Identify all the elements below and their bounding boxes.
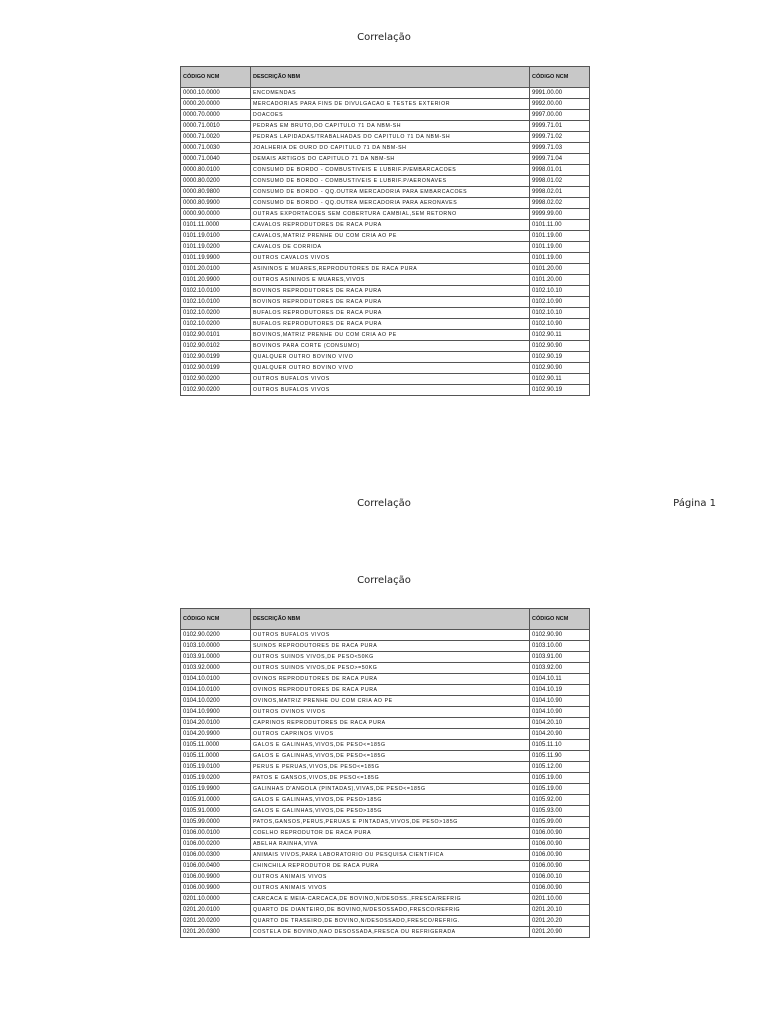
cell-nbm-description: COELHO REPRODUTOR DE RACA PURA xyxy=(251,828,530,839)
cell-ncm-code: 0000.90.0000 xyxy=(181,209,251,220)
table-row xyxy=(181,729,590,740)
table-row xyxy=(181,762,590,773)
cell-ncm-code-new: 0101.20.00 xyxy=(530,264,590,275)
cell-ncm-code: 0201.10.0000 xyxy=(181,894,251,905)
table-row xyxy=(181,806,590,817)
cell-ncm-code: 0103.10.0000 xyxy=(181,641,251,652)
cell-ncm-code: 0102.90.0200 xyxy=(181,385,251,396)
table-row xyxy=(181,319,590,330)
table-row xyxy=(181,773,590,784)
cell-nbm-description: CARCACA E MEIA-CARCACA,DE BOVINO,N/DESOSS.,FRESCA/REFRIG xyxy=(251,894,530,905)
table-row xyxy=(181,242,590,253)
table-row xyxy=(181,872,590,883)
cell-ncm-code-new: 0105.19.00 xyxy=(530,773,590,784)
table-row xyxy=(181,143,590,154)
cell-nbm-description: BOVINOS PARA CORTE (CONSUMO) xyxy=(251,341,530,352)
cell-ncm-code-new: 0106.00.90 xyxy=(530,839,590,850)
cell-nbm-description: DOACOES xyxy=(251,110,530,121)
table-header-row xyxy=(181,67,590,88)
cell-ncm-code: 0201.20.0200 xyxy=(181,916,251,927)
table-row xyxy=(181,308,590,319)
cell-ncm-code-new: 0201.20.20 xyxy=(530,916,590,927)
cell-nbm-description: PATOS E GANSOS,VIVOS,DE PESO<=185G xyxy=(251,773,530,784)
cell-ncm-code-new: 0106.00.10 xyxy=(530,872,590,883)
cell-ncm-code: 0105.91.0000 xyxy=(181,795,251,806)
cell-ncm-code-new: 9998.01.01 xyxy=(530,165,590,176)
cell-ncm-code: 0101.11.0000 xyxy=(181,220,251,231)
table-row xyxy=(181,121,590,132)
cell-ncm-code-new: 0101.11.00 xyxy=(530,220,590,231)
cell-nbm-description: GALOS E GALINHAS,VIVOS,DE PESO<=185G xyxy=(251,751,530,762)
table-row xyxy=(181,132,590,143)
cell-ncm-code-new: 0104.10.19 xyxy=(530,685,590,696)
table-row xyxy=(181,374,590,385)
cell-nbm-description: CONSUMO DE BORDO - COMBUSTIVEIS E LUBRIF.P/EMBARCACOES xyxy=(251,165,530,176)
cell-ncm-code: 0102.10.0200 xyxy=(181,308,251,319)
cell-ncm-code: 0102.90.0199 xyxy=(181,363,251,374)
cell-ncm-code-new: 0102.90.19 xyxy=(530,352,590,363)
table-row xyxy=(181,828,590,839)
cell-nbm-description: PEDRAS EM BRUTO,DO CAPITULO 71 DA NBM-SH xyxy=(251,121,530,132)
table-row xyxy=(181,630,590,641)
table-row xyxy=(181,883,590,894)
table-row xyxy=(181,696,590,707)
table-row xyxy=(181,275,590,286)
cell-ncm-code: 0105.11.0000 xyxy=(181,740,251,751)
cell-nbm-description: PATOS,GANSOS,PERUS,PERUAS E PINTADAS,VIVOS,DE PESO>185G xyxy=(251,817,530,828)
table-row xyxy=(181,795,590,806)
cell-ncm-code-new: 0106.00.90 xyxy=(530,850,590,861)
cell-nbm-description: OUTROS BUFALOS VIVOS xyxy=(251,374,530,385)
cell-nbm-description: OUTROS ANIMAIS VIVOS xyxy=(251,883,530,894)
cell-ncm-code: 0104.10.0200 xyxy=(181,696,251,707)
cell-nbm-description: CAVALOS REPRODUTORES DE RACA PURA xyxy=(251,220,530,231)
table-row xyxy=(181,817,590,828)
cell-nbm-description: OUTRAS EXPORTACOES SEM COBERTURA CAMBIAL,SEM RETORNO xyxy=(251,209,530,220)
cell-nbm-description: GALOS E GALINHAS,VIVOS,DE PESO>185G xyxy=(251,806,530,817)
cell-ncm-code: 0104.20.0100 xyxy=(181,718,251,729)
table-row xyxy=(181,707,590,718)
cell-ncm-code-new: 0102.10.10 xyxy=(530,308,590,319)
cell-nbm-description: OUTROS BUFALOS VIVOS xyxy=(251,385,530,396)
page1-footer-title: Correlação xyxy=(357,498,411,509)
column-header-ncm-code-new: CÓDIGO NCM xyxy=(530,67,590,88)
cell-ncm-code: 0106.00.9900 xyxy=(181,872,251,883)
cell-ncm-code-new: 0105.99.00 xyxy=(530,817,590,828)
cell-nbm-description: BOVINOS REPRODUTORES DE RACA PURA xyxy=(251,297,530,308)
cell-ncm-code-new: 9999.71.02 xyxy=(530,132,590,143)
cell-ncm-code: 0104.10.0100 xyxy=(181,685,251,696)
table-row xyxy=(181,352,590,363)
table-row xyxy=(181,839,590,850)
cell-ncm-code: 0101.19.9900 xyxy=(181,253,251,264)
cell-ncm-code-new: 9999.71.01 xyxy=(530,121,590,132)
page-number: Página 1 xyxy=(673,498,716,509)
cell-ncm-code-new: 9998.02.02 xyxy=(530,198,590,209)
cell-ncm-code: 0102.10.0200 xyxy=(181,319,251,330)
cell-ncm-code-new: 0101.19.00 xyxy=(530,253,590,264)
cell-ncm-code: 0105.11.0000 xyxy=(181,751,251,762)
table-row xyxy=(181,850,590,861)
cell-ncm-code-new: 0201.20.90 xyxy=(530,927,590,938)
table-row xyxy=(181,88,590,99)
cell-ncm-code-new: 0104.10.90 xyxy=(530,696,590,707)
cell-ncm-code: 0104.10.9900 xyxy=(181,707,251,718)
cell-ncm-code: 0103.91.0000 xyxy=(181,652,251,663)
cell-ncm-code: 0102.10.0100 xyxy=(181,286,251,297)
cell-ncm-code-new: 0102.90.19 xyxy=(530,385,590,396)
cell-ncm-code-new: 0106.00.90 xyxy=(530,861,590,872)
cell-ncm-code: 0000.80.0200 xyxy=(181,176,251,187)
cell-ncm-code-new: 0105.11.90 xyxy=(530,751,590,762)
cell-ncm-code-new: 0101.20.00 xyxy=(530,275,590,286)
cell-ncm-code: 0106.00.0400 xyxy=(181,861,251,872)
cell-ncm-code-new: 9997.00.00 xyxy=(530,110,590,121)
cell-ncm-code-new: 0104.20.10 xyxy=(530,718,590,729)
cell-ncm-code: 0000.70.0000 xyxy=(181,110,251,121)
cell-nbm-description: ANIMAIS VIVOS,PARA LABORATORIO OU PESQUISA CIENTIFICA xyxy=(251,850,530,861)
table-row xyxy=(181,154,590,165)
cell-ncm-code-new: 0101.19.00 xyxy=(530,231,590,242)
table-row xyxy=(181,198,590,209)
cell-nbm-description: BUFALOS REPRODUTORES DE RACA PURA xyxy=(251,319,530,330)
table-row xyxy=(181,297,590,308)
cell-ncm-code-new: 9998.02.01 xyxy=(530,187,590,198)
cell-ncm-code: 0101.19.0100 xyxy=(181,231,251,242)
table-row xyxy=(181,253,590,264)
cell-ncm-code-new: 0102.90.11 xyxy=(530,330,590,341)
cell-ncm-code: 0000.10.0000 xyxy=(181,88,251,99)
cell-nbm-description: DEMAIS ARTIGOS DO CAPITULO 71 DA NBM-SH xyxy=(251,154,530,165)
cell-ncm-code-new: 0105.19.00 xyxy=(530,784,590,795)
cell-nbm-description: OUTROS ASININOS E MUARES,VIVOS xyxy=(251,275,530,286)
cell-nbm-description: BOVINOS REPRODUTORES DE RACA PURA xyxy=(251,286,530,297)
cell-nbm-description: ABELHA RAINHA,VIVA xyxy=(251,839,530,850)
cell-ncm-code: 0105.99.0000 xyxy=(181,817,251,828)
cell-nbm-description: CAPRINOS REPRODUTORES DE RACA PURA xyxy=(251,718,530,729)
cell-ncm-code: 0201.20.0300 xyxy=(181,927,251,938)
cell-nbm-description: OUTROS BUFALOS VIVOS xyxy=(251,630,530,641)
cell-ncm-code-new: 9999.99.00 xyxy=(530,209,590,220)
page1-header-title: Correlação xyxy=(357,32,411,43)
cell-nbm-description: ENCOMENDAS xyxy=(251,88,530,99)
table-row xyxy=(181,341,590,352)
cell-ncm-code: 0000.80.9800 xyxy=(181,187,251,198)
cell-ncm-code-new: 0102.10.90 xyxy=(530,319,590,330)
cell-ncm-code-new: 0104.10.11 xyxy=(530,674,590,685)
cell-ncm-code: 0102.10.0100 xyxy=(181,297,251,308)
cell-ncm-code-new: 0105.92.00 xyxy=(530,795,590,806)
table-row xyxy=(181,363,590,374)
cell-ncm-code: 0105.19.9900 xyxy=(181,784,251,795)
table-row xyxy=(181,718,590,729)
cell-nbm-description: COSTELA DE BOVINO,NAO DESOSSADA,FRESCA OU REFRIGERADA xyxy=(251,927,530,938)
cell-ncm-code-new: 9991.00.00 xyxy=(530,88,590,99)
table-row xyxy=(181,286,590,297)
table-row xyxy=(181,685,590,696)
table-row xyxy=(181,861,590,872)
correlation-table-page2 xyxy=(180,608,590,938)
cell-nbm-description: SUINOS REPRODUTORES DE RACA PURA xyxy=(251,641,530,652)
cell-ncm-code-new: 0104.10.90 xyxy=(530,707,590,718)
cell-nbm-description: OUTROS SUINOS VIVOS,DE PESO<50KG xyxy=(251,652,530,663)
cell-nbm-description: JOALHERIA DE OURO DO CAPITULO 71 DA NBM-SH xyxy=(251,143,530,154)
cell-nbm-description: CONSUMO DE BORDO - COMBUSTIVEIS E LUBRIF.P/AERONAVES xyxy=(251,176,530,187)
column-header-nbm-description: DESCRIÇÃO NBM xyxy=(251,67,530,88)
cell-nbm-description: OVINOS REPRODUTORES DE RACA PURA xyxy=(251,674,530,685)
correlation-table-page1 xyxy=(180,66,590,396)
cell-nbm-description: QUALQUER OUTRO BOVINO VIVO xyxy=(251,363,530,374)
table-row xyxy=(181,740,590,751)
table-row xyxy=(181,231,590,242)
cell-ncm-code-new: 0105.93.00 xyxy=(530,806,590,817)
cell-ncm-code: 0106.00.9900 xyxy=(181,883,251,894)
cell-ncm-code-new: 0104.20.90 xyxy=(530,729,590,740)
column-header-ncm-code: CÓDIGO NCM xyxy=(181,609,251,630)
cell-nbm-description: CAVALOS,MATRIZ PRENHE OU COM CRIA AO PE xyxy=(251,231,530,242)
cell-nbm-description: OUTROS CAVALOS VIVOS xyxy=(251,253,530,264)
table-row xyxy=(181,927,590,938)
cell-nbm-description: OUTROS ANIMAIS VIVOS xyxy=(251,872,530,883)
cell-ncm-code: 0000.71.0010 xyxy=(181,121,251,132)
table-row xyxy=(181,751,590,762)
cell-ncm-code-new: 0102.90.90 xyxy=(530,341,590,352)
cell-ncm-code-new: 0102.90.11 xyxy=(530,374,590,385)
cell-ncm-code: 0106.00.0100 xyxy=(181,828,251,839)
cell-nbm-description: ASININOS E MUARES,REPRODUTORES DE RACA PURA xyxy=(251,264,530,275)
table-row xyxy=(181,916,590,927)
cell-ncm-code: 0000.80.9900 xyxy=(181,198,251,209)
cell-ncm-code: 0102.90.0102 xyxy=(181,341,251,352)
cell-nbm-description: CONSUMO DE BORDO - QQ.OUTRA MERCADORIA PARA AERONAVES xyxy=(251,198,530,209)
cell-nbm-description: GALINHAS D'ANGOLA (PINTADAS),VIVAS,DE PESO<=185G xyxy=(251,784,530,795)
cell-ncm-code-new: 9992.00.00 xyxy=(530,99,590,110)
cell-ncm-code: 0102.90.0200 xyxy=(181,630,251,641)
cell-ncm-code-new: 9998.01.02 xyxy=(530,176,590,187)
cell-nbm-description: QUARTO DE DIANTEIRO,DE BOVINO,N/DESOSSADO,FRESCO/REFRIG xyxy=(251,905,530,916)
table-row xyxy=(181,905,590,916)
table-row xyxy=(181,110,590,121)
table-row xyxy=(181,176,590,187)
cell-ncm-code: 0102.90.0200 xyxy=(181,374,251,385)
table-row xyxy=(181,894,590,905)
cell-nbm-description: CAVALOS DE CORRIDA xyxy=(251,242,530,253)
table-row xyxy=(181,264,590,275)
cell-ncm-code: 0000.71.0020 xyxy=(181,132,251,143)
cell-ncm-code-new: 0201.20.10 xyxy=(530,905,590,916)
table-row xyxy=(181,330,590,341)
cell-ncm-code: 0201.20.0100 xyxy=(181,905,251,916)
cell-ncm-code: 0101.20.0100 xyxy=(181,264,251,275)
cell-nbm-description: BOVINOS,MATRIZ PRENHE OU COM CRIA AO PE xyxy=(251,330,530,341)
cell-nbm-description: PERUS E PERUAS,VIVOS,DE PESO<=185G xyxy=(251,762,530,773)
cell-ncm-code: 0000.20.0000 xyxy=(181,99,251,110)
cell-ncm-code: 0105.91.0000 xyxy=(181,806,251,817)
cell-ncm-code: 0106.00.0300 xyxy=(181,850,251,861)
table-row xyxy=(181,165,590,176)
cell-ncm-code-new: 0102.90.90 xyxy=(530,630,590,641)
table-row xyxy=(181,209,590,220)
page2-header-title: Correlação xyxy=(357,575,411,586)
cell-nbm-description: GALOS E GALINHAS,VIVOS,DE PESO>185G xyxy=(251,795,530,806)
table-header-row xyxy=(181,609,590,630)
cell-ncm-code: 0102.90.0199 xyxy=(181,352,251,363)
table-row xyxy=(181,663,590,674)
table-row xyxy=(181,385,590,396)
cell-ncm-code-new: 9999.71.04 xyxy=(530,154,590,165)
cell-ncm-code: 0000.71.0030 xyxy=(181,143,251,154)
cell-ncm-code: 0105.19.0200 xyxy=(181,773,251,784)
table-row xyxy=(181,674,590,685)
cell-nbm-description: CONSUMO DE BORDO - QQ.OUTRA MERCADORIA PARA EMBARCACOES xyxy=(251,187,530,198)
column-header-ncm-code-new: CÓDIGO NCM xyxy=(530,609,590,630)
cell-ncm-code-new: 0103.92.00 xyxy=(530,663,590,674)
table-row xyxy=(181,99,590,110)
column-header-ncm-code: CÓDIGO NCM xyxy=(181,67,251,88)
table-row xyxy=(181,220,590,231)
cell-ncm-code-new: 0105.11.10 xyxy=(530,740,590,751)
cell-nbm-description: OVINOS REPRODUTORES DE RACA PURA xyxy=(251,685,530,696)
cell-ncm-code: 0000.80.0100 xyxy=(181,165,251,176)
cell-ncm-code: 0106.00.0200 xyxy=(181,839,251,850)
cell-nbm-description: BUFALOS REPRODUTORES DE RACA PURA xyxy=(251,308,530,319)
cell-ncm-code: 0000.71.0040 xyxy=(181,154,251,165)
cell-nbm-description: QUALQUER OUTRO BOVINO VIVO xyxy=(251,352,530,363)
cell-nbm-description: OUTROS CAPRINOS VIVOS xyxy=(251,729,530,740)
cell-ncm-code-new: 0103.10.00 xyxy=(530,641,590,652)
cell-ncm-code-new: 9999.71.03 xyxy=(530,143,590,154)
cell-ncm-code-new: 0103.91.00 xyxy=(530,652,590,663)
cell-nbm-description: OVINOS,MATRIZ PRENHE OU COM CRIA AO PE xyxy=(251,696,530,707)
cell-ncm-code: 0105.19.0100 xyxy=(181,762,251,773)
cell-nbm-description: QUARTO DE TRASEIRO,DE BOVINO,N/DESOSSADO,FRESCO/REFRIG. xyxy=(251,916,530,927)
cell-ncm-code: 0104.10.0100 xyxy=(181,674,251,685)
cell-ncm-code-new: 0102.10.10 xyxy=(530,286,590,297)
cell-nbm-description: CHINCHILA REPRODUTOR DE RACA PURA xyxy=(251,861,530,872)
cell-nbm-description: MERCADORIAS PARA FINS DE DIVULGACAO E TESTES EXTERIOR xyxy=(251,99,530,110)
table-row xyxy=(181,784,590,795)
cell-ncm-code-new: 0106.00.90 xyxy=(530,828,590,839)
cell-ncm-code-new: 0106.00.90 xyxy=(530,883,590,894)
cell-ncm-code: 0103.92.0000 xyxy=(181,663,251,674)
cell-ncm-code-new: 0101.19.00 xyxy=(530,242,590,253)
cell-nbm-description: GALOS E GALINHAS,VIVOS,DE PESO<=185G xyxy=(251,740,530,751)
table-row xyxy=(181,641,590,652)
cell-ncm-code: 0102.90.0101 xyxy=(181,330,251,341)
cell-ncm-code: 0101.20.9900 xyxy=(181,275,251,286)
cell-ncm-code: 0104.20.9900 xyxy=(181,729,251,740)
cell-nbm-description: PEDRAS LAPIDADAS/TRABALHADAS DO CAPITULO 71 DA NBM-SH xyxy=(251,132,530,143)
cell-nbm-description: OUTROS OVINOS VIVOS xyxy=(251,707,530,718)
cell-ncm-code: 0101.19.0200 xyxy=(181,242,251,253)
cell-ncm-code-new: 0105.12.00 xyxy=(530,762,590,773)
table-row xyxy=(181,652,590,663)
column-header-nbm-description: DESCRIÇÃO NBM xyxy=(251,609,530,630)
table-row xyxy=(181,187,590,198)
cell-ncm-code-new: 0102.10.90 xyxy=(530,297,590,308)
cell-ncm-code-new: 0102.90.90 xyxy=(530,363,590,374)
cell-nbm-description: OUTROS SUINOS VIVOS,DE PESO>=50KG xyxy=(251,663,530,674)
cell-ncm-code-new: 0201.10.00 xyxy=(530,894,590,905)
